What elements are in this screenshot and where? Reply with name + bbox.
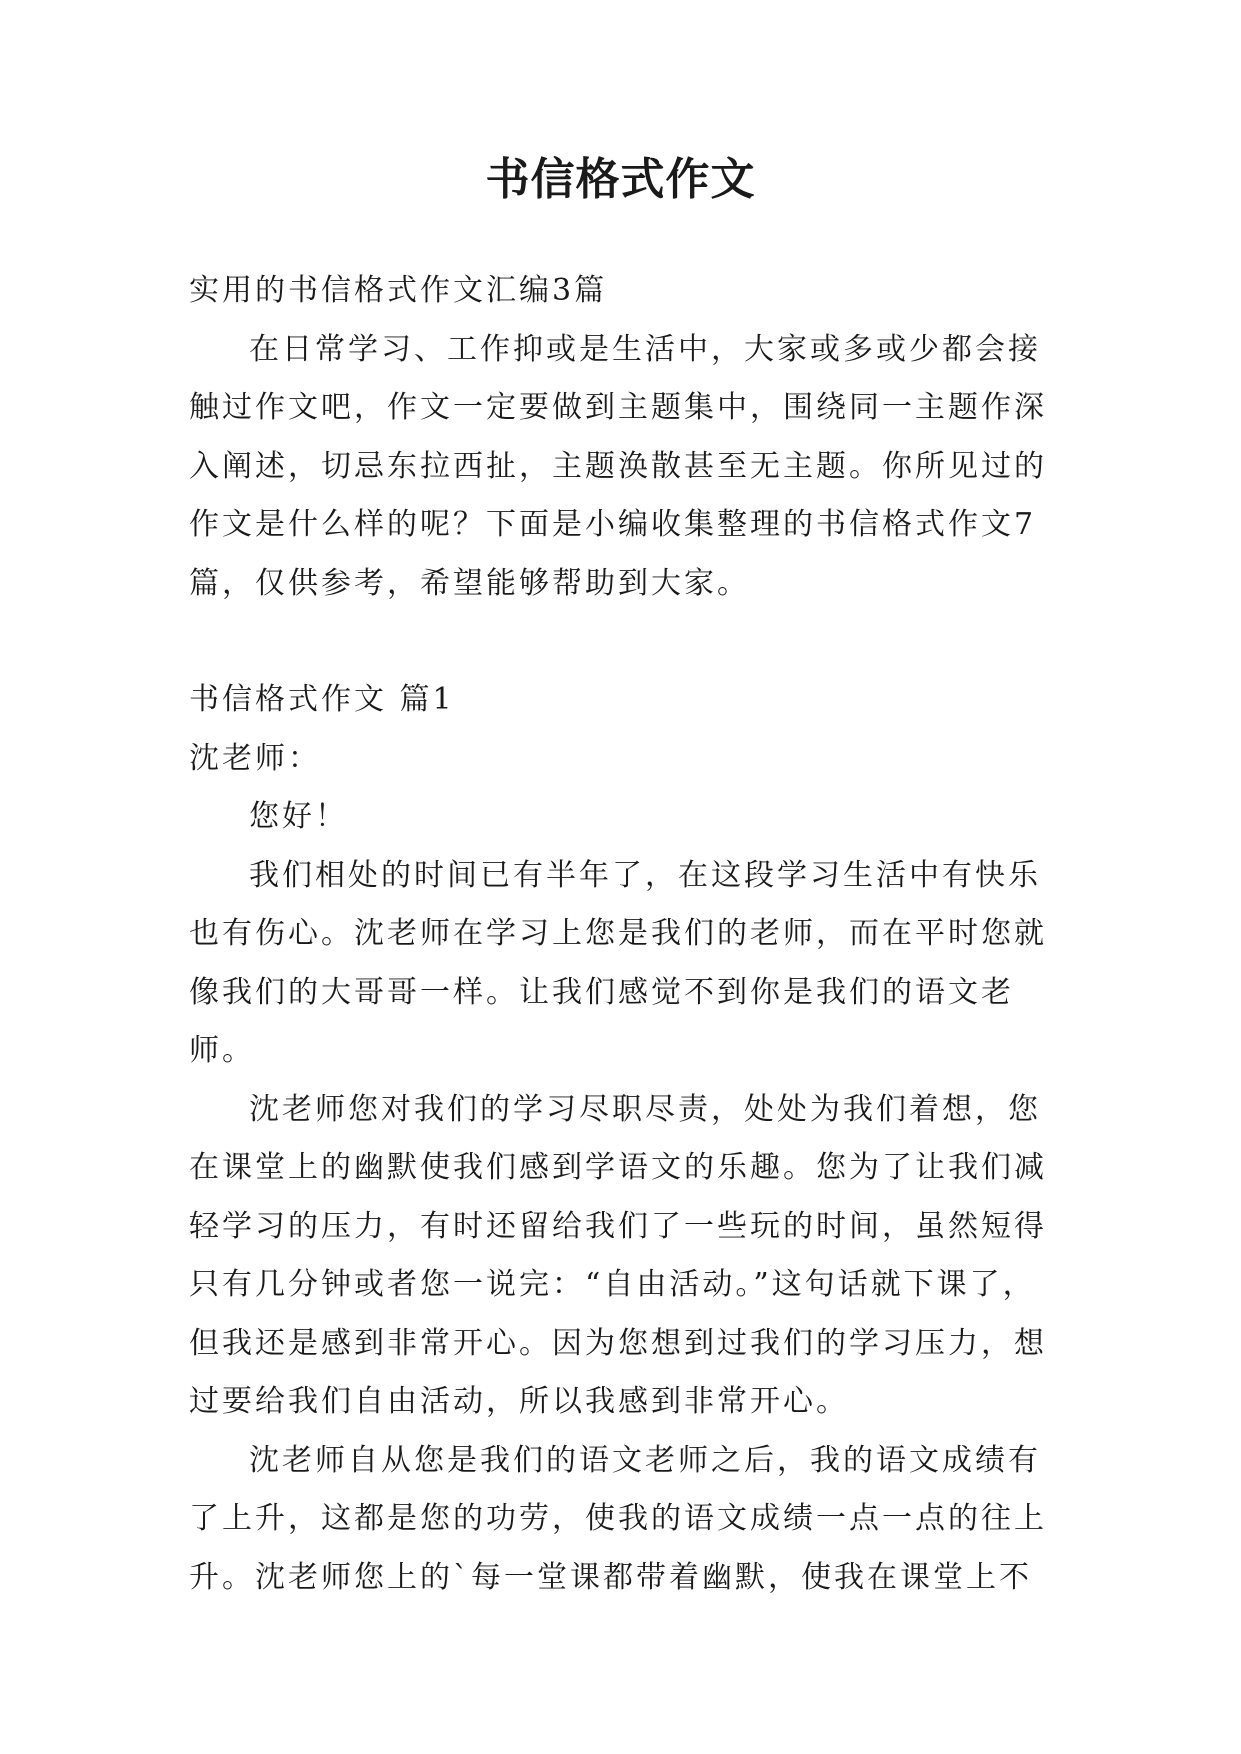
intro-paragraph: 在日常学习、工作抑或是生活中，大家或多或少都会接触过作文吧，作文一定要做到主题集中，围绕同一主题作深入阐述，切忌东拉西扯，主题涣散甚至无主题。你所见过的作文是什么样的呢？下面是小编收集整理的书信格式作文7篇，仅供参考，希望能够帮助到大家。 (189, 331, 1047, 601)
letter-paragraph: 沈老师您对我们的学习尽职尽责，处处为我们着想，您在课堂上的幽默使我们感到学语文的乐趣。您为了让我们减轻学习的压力，有时还留给我们了一些玩的时间，虽然短得只有几分钟或者您一说完：“自由活动。”这句话就下课了，但我还是感到非常开心。因为您想到过我们的学习压力，想过要给我们自由活动，所以我感到非常开心。 (189, 1091, 1047, 1419)
letter-greeting: 您好！ (249, 799, 348, 834)
letter-paragraph: 沈老师自从您是我们的语文老师之后，我的语文成绩有了上升，这都是您的功劳，使我的语文成绩一点一点的往上升。沈老师您上的`每一堂课都带着幽默，使我在课堂上不 (189, 1442, 1047, 1595)
section-heading: 书信格式作文 篇1 (189, 682, 455, 717)
page-title: 书信格式作文 (485, 154, 756, 205)
document-body (189, 262, 1049, 1607)
section-spacer (189, 613, 1049, 671)
document-subtitle: 实用的书信格式作文汇编3篇 (189, 273, 608, 308)
letter-salutation: 沈老师： (189, 740, 321, 776)
letter-paragraph: 我们相处的时间已有半年了，在这段学习生活中有快乐也有伤心。沈老师在学习上您是我们的老师，而在平时您就像我们的大哥哥一样。让我们感觉不到你是我们的语文老师。 (189, 857, 1047, 1068)
